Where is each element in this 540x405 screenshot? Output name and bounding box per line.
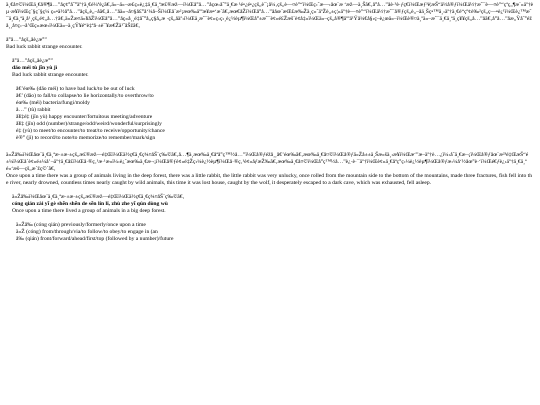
vocab-item: è®° (jì) to record/to note/to memorize/to remember/mark/sign xyxy=(16,135,156,141)
vocab-item: é‡ (yù) to meet/to encounter/to treat/to receive/opportunity/chance xyxy=(16,128,165,134)
spacer xyxy=(6,79,534,86)
vocab-item: å€’éœ‰ (dǎo méi) to have bad luck/to be out of luck xyxy=(16,86,135,92)
vocab-list xyxy=(6,86,534,142)
title-english-repeat: Bad luck rabbit strange encounter. xyxy=(12,72,89,78)
title-pinyin: dǎo méi tù jīn yù jì xyxy=(12,65,58,71)
spacer xyxy=(6,142,534,152)
title-english: Bad luck rabbit strange encounter. xyxy=(6,44,83,50)
sentence-section xyxy=(6,194,534,215)
sentence-english: Once upon a time there lived a group of animals in a big deep forest. xyxy=(12,208,166,214)
title-detail-section xyxy=(6,58,534,79)
vocab-item: å¥‡é‡ (jīn yù) happy encounter/fortuitous meeting/adventure xyxy=(16,114,153,120)
vocab-item: å‰ (qián) front/forward/ahead/first/top (followed by a number)/future xyxy=(16,236,174,242)
vocab-item: éœ‰ (méi) bacteria/fungi/moldy xyxy=(16,100,90,106)
spacer xyxy=(6,51,534,58)
spacer xyxy=(6,30,534,37)
sentence-pinyin: cóng qián zài yī gè shēn shēn de sēn lín lǐ, zhù zhe yī qún dòng wù xyxy=(12,201,168,207)
story-english: Once upon a time there was a group of animals living in the deep forest, there was a little rabbit, the little rabbit was very unlucky, once rolled from the mountain side to the bottom of the mountains, made three fractures, fish fell into the river, nearly drowned, countless times nearly caught by wild animals, this time it was lost house, caught by the wolf, it desperately escaped to a dark cave, which was exhausted, fell asleep. xyxy=(6,173,533,186)
intro-paragraph: ä¸€å¤©ï¼Œä¸€å®¶å…”åç¢°åˆ°äº†ä¸€é¼ªè¿ã€‚ä»–ä»¬æ£ç»è¿‡ä¸€ä¸ªæ£®æž—ï¼Œå°å…”åçœ‹åˆ°ä¸€æ ¹é•¿é•¿çš„è¯¡å¼‚çš„è—¤è”“ï¼Œç›˜æ—‹åœ¨æ ‘æž—ä¸Šã€‚å°å…”åè·³è·ƒç€ï¼Œæƒ³è¦æŠ“ä½å®ƒï¼Œä½†æ˜¯è—¤è”“çªç„¶æ´»äº†èµ·æ¥ï¼Œç´§ç´§ç¼ ç»•ä½å°å…”åçš„è„–åã€‚å…”åä»¬å¤§å£°å‘¼å–Šï¼Œå´æ²¡æœ‰äººæ¥æ•‘æ´ã€‚æœ€åŽï¼Œå°å…”ååœ¨æŒ£æ‰Žä¸ç»ˆäºŽè„±ç¦»äº†è—¤è”“ï¼Œä½†æ˜¯å®ƒçš„è„–åä¸Šç•™ä¸‹äº†ä¸€é“çº¢è‰²çš„ç—•è¿¹ï¼Œè¿™æ˜¯ä¸€ä¸ªä¸å¹¸çš„é¢„å…†ã€‚ä»Žæ¤ä»¥åŽï¼Œå°å…”åç»å¸¸é‡åˆ°å„ç§å„æ ·çš„åäº‹ï¼Œä¸æ˜¯è¢«ç‹ç‹¸è¿½èµ¶ï¼Œå°±æ˜¯è¢«é£Žæš´è¢å‡»ï¼Œä»–çš„å®¶äººä¹Ÿå¼€å§‹ç–è¿œä»–ï¼Œè®¤ä¸ºä»–æ˜¯ä¸€ä¸ªä¸ç¥¥çš„å…”åã€‚å°å…”åæ„Ÿåˆ°éžå¸¸å¤ç‹¬å’Œç»æœ›ï¼Œä»–ä¸çŸ¥é“è‡ªå·±è¯¥æ€Žä¹ˆåŠžã€‚ xyxy=(6,2,534,29)
spacer xyxy=(6,215,534,222)
title-chinese-repeat: å°å…”åçš„åè¿æ°” xyxy=(12,58,53,64)
vocab-item: å€’ (dǎo) to fall/to collapse/to lie horizontally/to overthrow/to xyxy=(16,93,154,99)
vocab-list-2 xyxy=(6,222,534,243)
sentence-chinese: ä»Žå‰ï¼Œåœ¨ä¸€ä¸ªæ·±æ·±çš„æ£®æž—é‡Œï¼Œä½ç€ä¸€ç¾¤åŠ¨ç‰©ã€‚ xyxy=(12,194,185,200)
story-chinese: ä»Žå‰ï¼Œåœ¨ä¸€ä¸ªæ·±æ·±çš„æ£®æž—é‡Œï¼Œä½ç€ä¸€ç¾¤åŠ¨ç‰©ã€‚å…¶ä¸æœ‰ä¸€åªå°ç™½å…”ï¼Œå®ƒéžå¸¸å€’éœ‰ã€‚æœ‰ä¸€å¤©ï¼Œå®ƒä»Žå±±ä¸Šæ»šä¸‹æ¥ï¼Œæ‘”æ–äº†è…¿ï¼›åˆä¸€æ¬¡ï¼Œå®ƒåœ¨æ²³é‡ŒæŠ“é±¼ï¼Œå´è¢«é±¼å’¬äº†ä¸€å£ï¼Œå·®ç‚¹æ·¹æ»ï¼›è¿˜æœ‰ä¸€æ¬¡ï¼Œå®ƒè¢«é‡Žç‹¼è¿½èµ¶ï¼Œå·®ç‚¹è¢«åƒæŽ‰ã€‚æœ‰ä¸€å¤©ï¼Œå°ç™½å…”è¿·è·¯äº†ï¼Œè¢«ä¸€åªç°ç‹¼è¿½èµ¶ï¼Œå®ƒæ‹¼å‘½åœ°è·‘ï¼Œé€ƒè¿›äº†ä¸€ä¸ªé»‘æš—çš„æ´žç©´ã€‚ xyxy=(6,152,529,172)
vocab-item: ä»Žå‰ (cóng qián) previously/formerly/once upon a time xyxy=(16,222,146,228)
vocab-item: å¥‡ (jīn) odd (number)/strange/odd/weird/wonderful/surprisingly xyxy=(16,121,162,127)
spacer xyxy=(6,187,534,194)
vocab-item: ä»Ž (cóng) from/through/via/to follow/to obey/to engage in (an xyxy=(16,229,158,235)
title-chinese: å°å…”åçš„åè¿æ°” xyxy=(6,37,47,43)
vocab-item: å…” (tù) rabbit xyxy=(16,107,51,113)
